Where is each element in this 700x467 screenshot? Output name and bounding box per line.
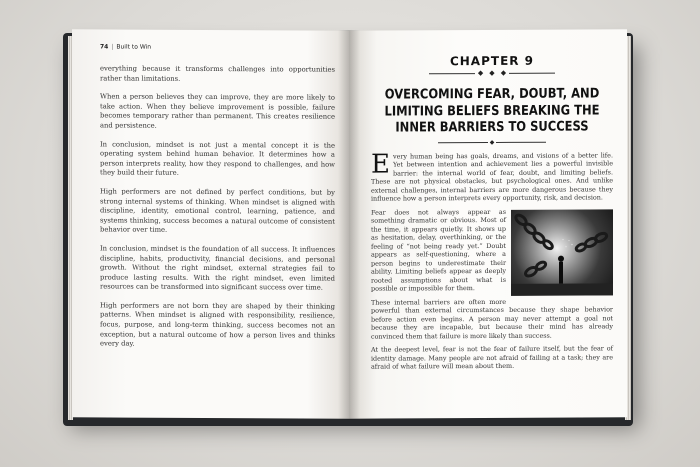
page-number: 74 (100, 43, 109, 51)
paragraph: In conclusion, mindset is the foundation of all success. It influences discipline, habits, productivity, financial decisions, and personal growth. Without the right mindset, external strategies fail to produce lasting results. With the right mindset, even limited resources can be transformed into significant success over time. (100, 244, 335, 292)
ornament-diamond-icon: ◆ (477, 69, 484, 78)
paragraph: High performers are not born they are shaped by their thinking patterns. When mindset is aligned with responsibility, resilience, focus, purpose, and long-term thinking, success becomes not an exception, but a natural outcome of how a person lives and thinks every day. (100, 301, 335, 348)
header-separator: | (111, 43, 114, 51)
intro-text: very human being has goals, dreams, and visions of a better life. Yet between intention and achievement lies a powerful invisible barrier: the internal world of fear, doubt, and limiting beliefs. These are not physical obstacles, but psychological ones. And unlike external challenges, internal barriers are more dangerous because they influence how a person interprets every opportunity, risk, and decision. (371, 150, 613, 203)
ornament-line (509, 73, 555, 74)
intro-paragraph (371, 151, 613, 203)
title-ornament (371, 138, 613, 146)
chapter-label: CHAPTER 9 (449, 53, 535, 69)
ornament-diamond-icon: ◆ (489, 138, 495, 146)
ornament-diamond-icon: ◆ (500, 68, 507, 77)
paragraph: At the deepest level, fear is not the fear of failure itself, but the fear of identity damage. Many people are not afraid of failing at a task; they are afraid of what failure will mean about them. (371, 344, 613, 371)
chapter-title: OVERCOMING FEAR, DOUBT, AND LIMITING BELIEFS BREAKING THE INNER BARRIERS TO SUCCESS (384, 86, 600, 136)
ornament-diamond-icon: ◆ (489, 68, 495, 77)
paragraph (371, 207, 613, 293)
paragraph: everything because it transforms challenges into opportunities rather than limitations. (100, 64, 335, 83)
ornament-line (496, 141, 546, 142)
book-gutter (338, 30, 360, 420)
paragraph: In conclusion, mindset is not just a mental concept it is the operating system behind human behavior. It determines how a person interprets reality, how they respond to challenges, and how they build their future. (100, 139, 335, 178)
right-page (349, 29, 627, 418)
chains-illustration (511, 209, 613, 296)
running-head (100, 43, 335, 51)
book-title: Built to Win (116, 43, 152, 51)
paragraph: High performers are not defined by perfect conditions, but by strong internal systems of thinking. When mindset is aligned with discipline, identity, emotional control, learning, patience, and systems thinking, success becomes a natural outcome of consistent behavior over time. (100, 187, 335, 235)
paragraph-text: Fear does not always appear as something dramatic or obvious. Most of the time, it appears quietly. It shows up as hesitation, delay, overthinking, or the feeling of “not being ready yet.” Doubt appears as self-questioning, where a person begins to underestimate their ability. Limiting beliefs appear as deeply rooted assumptions about what is possible or impossible for them. (371, 207, 506, 293)
paragraph: These internal barriers are often more powerful than external circumstances because they shape behavior before action even begins. A person may never attempt a goal not because they are incapable, but because their mind has already convinced them that failure is more likely than success. (371, 297, 613, 341)
breaking-chains-image-icon (511, 209, 613, 296)
ornament-line (429, 73, 475, 74)
paragraph: When a person believes they can improve, they are more likely to take action. When they believe improvement is possible, failure becomes temporary rather than permanent. This creates resilience and persistence. (100, 92, 335, 130)
left-page (72, 29, 349, 418)
chapter-ornament (371, 69, 613, 77)
drop-cap: E (371, 149, 390, 180)
ornament-line (438, 142, 488, 143)
